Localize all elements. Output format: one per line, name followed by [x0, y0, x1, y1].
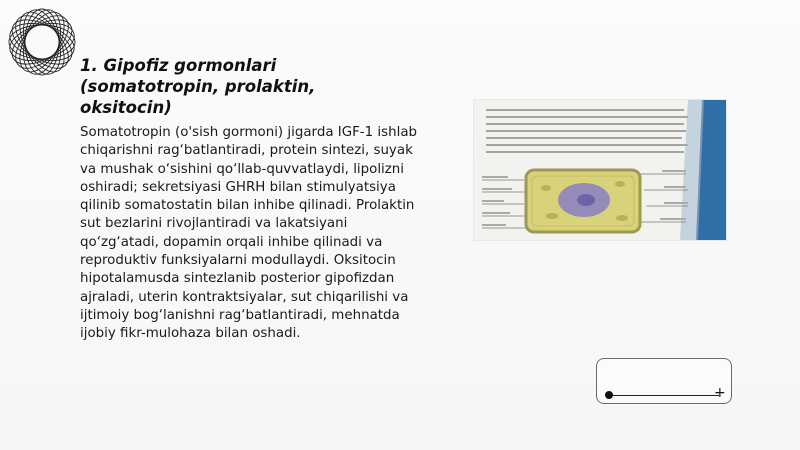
- media-seek-track[interactable]: [609, 395, 719, 396]
- slide-title: 1. Gipofiz gormonlari (somatotropin, prolaktin, oksitocin): [80, 56, 316, 117]
- logo-ring: [7, 7, 78, 78]
- logo-ring: [9, 25, 75, 59]
- plus-icon[interactable]: +: [714, 385, 726, 401]
- scanned-text-lines: [486, 110, 688, 152]
- logo-ring: [7, 7, 78, 78]
- cell-diagram-image: [474, 100, 726, 240]
- spirograph-logo-icon: [4, 4, 80, 80]
- slide-body-text: Somatotropin (o'sish gormoni) jigarda IGF-1 ishlab chiqarishni rag‘batlantiradi, protein sintezi, suyak va mushak o‘sishini qo‘llab-quvvatlaydi, lipolizni oshiradi; sekretsiyasi GHRH bilan stimulyatsiya qilinib somatostatin bilan inhibe qilinadi. Prolaktin sut bezlarini rivojlantiradi va lakatsiyani qo‘zg‘atadi, dopamin orqali inhibe qilinadi va reproduktiv funksiyalarni modullaydi. Oksitocin hipotalamusda sintezlanib posterior gipofizdan ajraladi, uterin kontraktsiyalar, sut chiqarilishi va ijtimoiy bog‘lanishni rag‘batlantiradi, mehnatda ijobiy fikr-mulohaza bilan oshadi.: [80, 125, 418, 342]
- playhead-dot-icon[interactable]: [605, 391, 613, 399]
- media-player-control[interactable]: [596, 358, 732, 404]
- logo-ring: [25, 9, 59, 75]
